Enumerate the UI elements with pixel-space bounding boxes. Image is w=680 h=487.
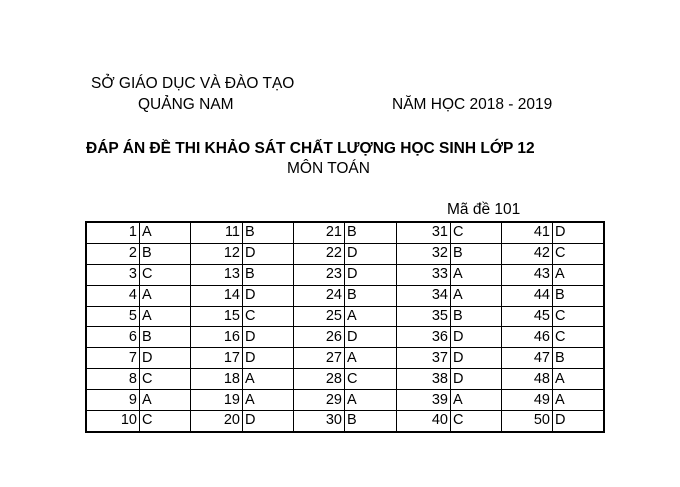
question-number: 19	[191, 390, 243, 411]
question-number: 50	[502, 411, 553, 432]
province-name: QUẢNG NAM	[138, 96, 234, 113]
subject-title: MÔN TOÁN	[287, 160, 370, 177]
question-number: 38	[397, 369, 451, 390]
question-number: 24	[294, 285, 345, 306]
question-number: 29	[294, 390, 345, 411]
answer-letter: B	[451, 243, 502, 264]
answer-letter: C	[451, 222, 502, 243]
question-number: 33	[397, 264, 451, 285]
answer-letter: C	[553, 243, 605, 264]
answer-letter: C	[140, 369, 191, 390]
question-number: 44	[502, 285, 553, 306]
question-number: 41	[502, 222, 553, 243]
answer-key-table	[85, 221, 605, 433]
answer-letter: A	[140, 306, 191, 327]
question-number: 45	[502, 306, 553, 327]
answer-letter: A	[345, 306, 397, 327]
answer-letter: D	[140, 348, 191, 369]
answer-letter: B	[345, 411, 397, 432]
question-number: 1	[86, 222, 140, 243]
question-number: 20	[191, 411, 243, 432]
school-year: NĂM HỌC 2018 - 2019	[392, 96, 553, 113]
question-number: 25	[294, 306, 345, 327]
answer-letter: D	[451, 369, 502, 390]
exam-code: Mã đề 101	[447, 201, 521, 218]
answer-letter: D	[451, 348, 502, 369]
table-row	[86, 411, 604, 432]
question-number: 39	[397, 390, 451, 411]
answer-letter: D	[345, 264, 397, 285]
answer-letter: D	[345, 243, 397, 264]
table-row	[86, 222, 604, 243]
answer-letter: D	[243, 348, 294, 369]
answer-letter: B	[553, 285, 605, 306]
table-row	[86, 264, 604, 285]
question-number: 35	[397, 306, 451, 327]
answer-letter: D	[243, 243, 294, 264]
question-number: 48	[502, 369, 553, 390]
answer-letter: A	[451, 264, 502, 285]
question-number: 5	[86, 306, 140, 327]
answer-letter: B	[243, 264, 294, 285]
question-number: 16	[191, 327, 243, 348]
question-number: 42	[502, 243, 553, 264]
answer-letter: C	[243, 306, 294, 327]
answer-letter: B	[243, 222, 294, 243]
answer-letter: B	[140, 327, 191, 348]
question-number: 6	[86, 327, 140, 348]
answer-letter: A	[243, 390, 294, 411]
question-number: 9	[86, 390, 140, 411]
answer-letter: A	[451, 390, 502, 411]
table-row	[86, 390, 604, 411]
answer-letter: A	[553, 390, 605, 411]
answer-letter: D	[243, 411, 294, 432]
question-number: 26	[294, 327, 345, 348]
table-row	[86, 306, 604, 327]
answer-letter: C	[451, 411, 502, 432]
question-number: 36	[397, 327, 451, 348]
question-number: 31	[397, 222, 451, 243]
table-row	[86, 348, 604, 369]
question-number: 3	[86, 264, 140, 285]
question-number: 10	[86, 411, 140, 432]
answer-letter: A	[140, 285, 191, 306]
answer-letter: A	[243, 369, 294, 390]
answer-letter: D	[553, 411, 605, 432]
question-number: 18	[191, 369, 243, 390]
answer-letter: A	[140, 390, 191, 411]
answer-letter: D	[451, 327, 502, 348]
question-number: 30	[294, 411, 345, 432]
table-row	[86, 369, 604, 390]
table-row	[86, 327, 604, 348]
question-number: 21	[294, 222, 345, 243]
answer-letter: A	[553, 369, 605, 390]
question-number: 11	[191, 222, 243, 243]
question-number: 2	[86, 243, 140, 264]
answer-letter: D	[243, 285, 294, 306]
question-number: 15	[191, 306, 243, 327]
answer-letter: C	[140, 264, 191, 285]
question-number: 27	[294, 348, 345, 369]
question-number: 34	[397, 285, 451, 306]
document-title: ĐÁP ÁN ĐỀ THI KHẢO SÁT CHẤT LƯỢNG HỌC SINH LỚP 12	[86, 140, 535, 157]
answer-letter: B	[451, 306, 502, 327]
question-number: 7	[86, 348, 140, 369]
answer-letter: C	[553, 327, 605, 348]
answer-letter: A	[140, 222, 191, 243]
answer-letter: B	[140, 243, 191, 264]
answer-letter: D	[553, 222, 605, 243]
answer-letter: B	[553, 348, 605, 369]
question-number: 14	[191, 285, 243, 306]
answer-letter: C	[345, 369, 397, 390]
answer-letter: D	[243, 327, 294, 348]
department-name: SỞ GIÁO DỤC VÀ ĐÀO TẠO	[91, 75, 295, 92]
answer-letter: C	[553, 306, 605, 327]
question-number: 43	[502, 264, 553, 285]
question-number: 17	[191, 348, 243, 369]
table-row	[86, 243, 604, 264]
answer-letter: B	[345, 222, 397, 243]
question-number: 23	[294, 264, 345, 285]
question-number: 4	[86, 285, 140, 306]
question-number: 28	[294, 369, 345, 390]
question-number: 12	[191, 243, 243, 264]
question-number: 22	[294, 243, 345, 264]
table-row	[86, 285, 604, 306]
question-number: 46	[502, 327, 553, 348]
question-number: 49	[502, 390, 553, 411]
question-number: 37	[397, 348, 451, 369]
question-number: 47	[502, 348, 553, 369]
question-number: 40	[397, 411, 451, 432]
question-number: 13	[191, 264, 243, 285]
answer-letter: A	[345, 390, 397, 411]
answer-letter: C	[140, 411, 191, 432]
answer-letter: A	[451, 285, 502, 306]
question-number: 8	[86, 369, 140, 390]
answer-letter: B	[345, 285, 397, 306]
answer-letter: A	[553, 264, 605, 285]
question-number: 32	[397, 243, 451, 264]
answer-letter: D	[345, 327, 397, 348]
answer-letter: A	[345, 348, 397, 369]
